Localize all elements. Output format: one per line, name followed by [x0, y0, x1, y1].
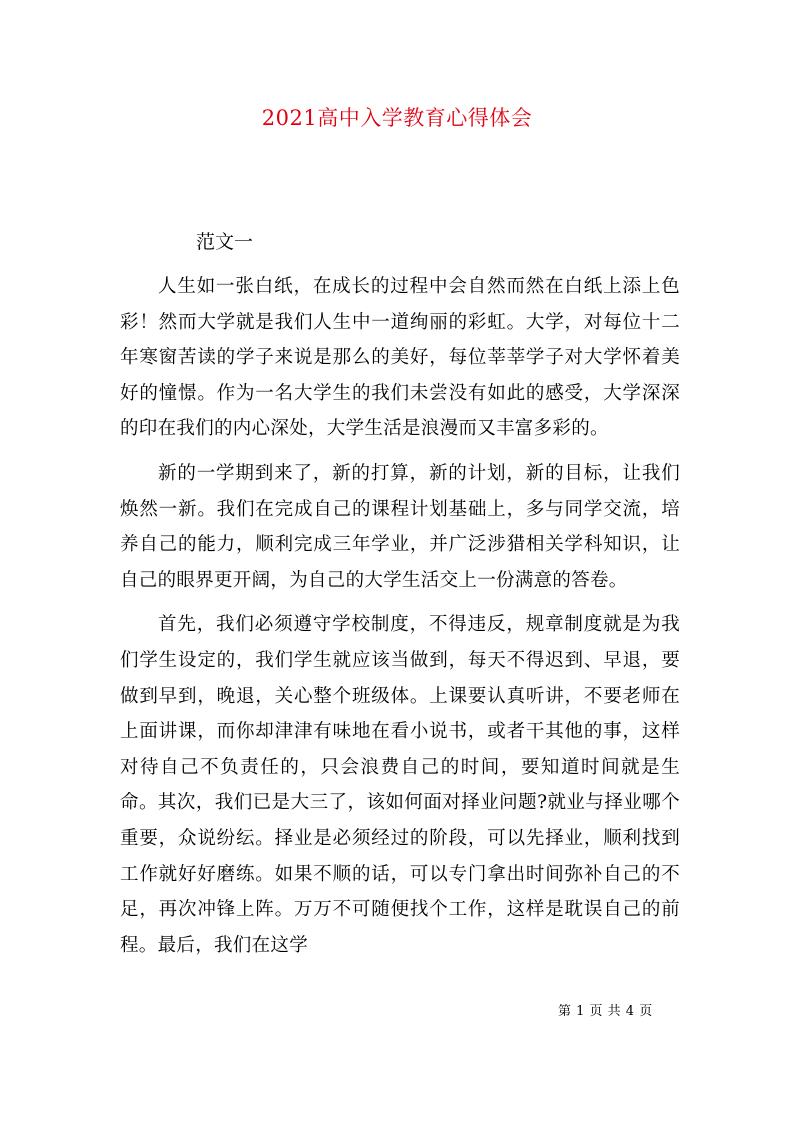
paragraph: 首先，我们必须遵守学校制度，不得违反，规章制度就是为我们学生设定的，我们学生就应该当做到，每天不得迟到、早退，要做到早到，晚退，关心整个班级体。上课要认真听讲，不要老师在上面讲课，而你却津津有味地在看小说书，或者干其他的事，这样对待自己不负责任的，只会浪费自己的时间，要知道时间就是生命。其次，我们已是大三了，该如何面对择业问题?就业与择业哪个重要，众说纷纭。择业是必须经过的阶段，可以先择业，顺利找到工作就好好磨练。如果不顺的话，可以专门拿出时间弥补自己的不足，再次冲锋上阵。万万不可随便找个工作，这样是耽误自己的前程。最后，我们在这学 [120, 614, 680, 956]
document-title: 2021高中入学教育心得体会 [261, 106, 533, 130]
page-number-footer: 第 1 页 共 4 页 [558, 1004, 653, 1019]
paragraph: 人生如一张白纸，在成长的过程中会自然而然在白纸上添上色彩！然而大学就是我们人生中一道绚丽的彩虹。大学，对每位十二年寒窗苦读的学子来说是那么的美好，每位莘莘学子对大学怀着美好的憧憬。作为一名大学生的我们未尝没有如此的感受，大学深深的印在我们的内心深处，大学生活是浪漫而又丰富多彩的。 [120, 276, 680, 440]
section-heading: 范文一 [196, 231, 254, 253]
paragraph: 新的一学期到来了，新的打算，新的计划，新的目标，让我们焕然一新。我们在完成自己的课程计划基础上，多与同学交流，培养自己的能力，顺利完成三年学业，并广泛涉猎相关学科知识，让自己的眼界更开阔，为自己的大学生活交上一份满意的答卷。 [120, 462, 680, 591]
document-body [120, 269, 680, 963]
